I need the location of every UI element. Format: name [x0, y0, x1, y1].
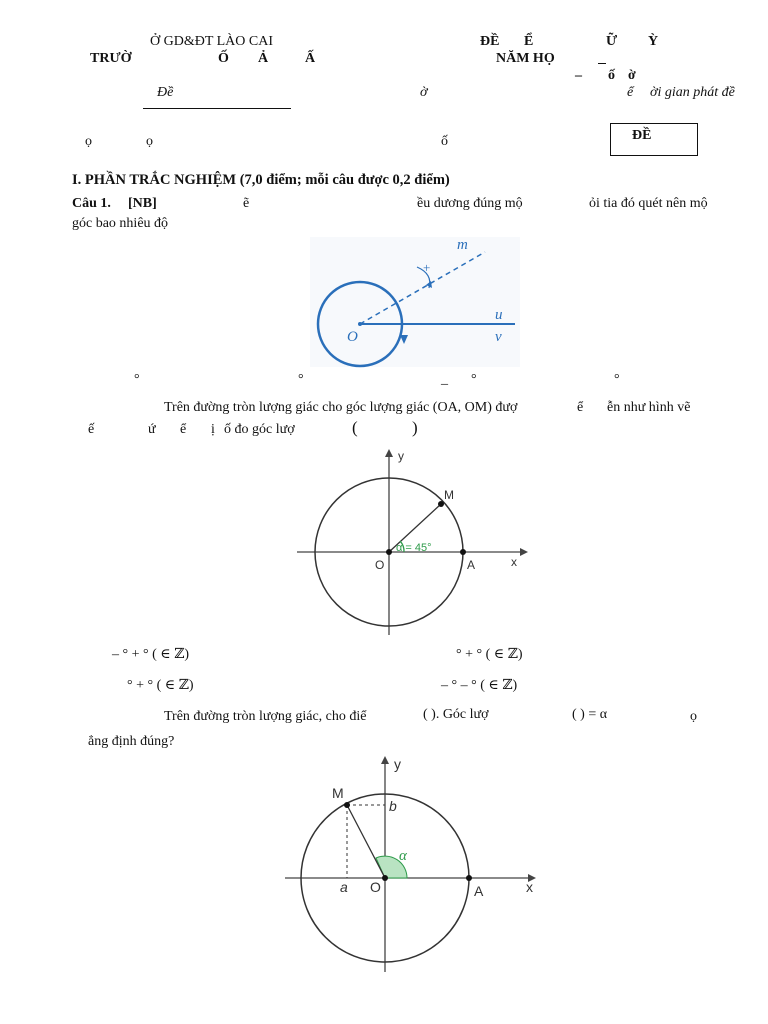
exam-title-part3: Ữ [606, 34, 618, 49]
header-divider [143, 108, 291, 109]
q3-label-x: x [526, 879, 533, 895]
q1-label-o: O [347, 329, 358, 345]
school-name-part3: Ả [258, 51, 269, 66]
q2-point-a [460, 549, 466, 555]
q2-option-b: ° + ° ( ∈ ℤ) [456, 647, 523, 662]
q3-label-b: b [389, 798, 397, 814]
school-name-part1: TRƯỜ [90, 51, 132, 66]
q2-text-a: Trên đường tròn lượng giác cho góc lượng giác (OA, OM) đượ [164, 400, 518, 415]
student-name-label: ọ [85, 134, 92, 149]
q1-tag: [NB] [128, 196, 157, 211]
q2-option-c: ° + ° ( ∈ ℤ) [127, 678, 194, 693]
q2-line2-c: ể [180, 422, 187, 437]
q3-label-m: M [332, 785, 344, 801]
q3-label-a-small: a [340, 879, 348, 895]
q3-label-a: A [474, 883, 484, 899]
q2-origin-dot [386, 549, 392, 555]
q1-figure-bg [310, 237, 520, 367]
exam-code-box [610, 123, 698, 156]
q2-y-arrow [385, 449, 393, 457]
student-number-label: ố [441, 134, 448, 149]
time-note-part2: ời gian phát đề [650, 85, 735, 100]
q1-origin-dot [358, 322, 362, 326]
time-note-part1: ể [627, 85, 634, 100]
q1-text-frag-a: ẽ [243, 196, 250, 211]
q2-x-arrow [520, 548, 528, 556]
subject-dash: – [575, 68, 582, 83]
q2-label-y: y [398, 449, 404, 463]
q2-line2-e: ố đo góc lượ [224, 422, 295, 437]
school-year: NĂM HỌ [496, 51, 555, 66]
q2-label-a: A [467, 558, 476, 572]
q1-label: Câu 1. [72, 196, 111, 211]
q2-unit-circle-figure [292, 445, 542, 640]
q2-label-x: x [511, 555, 517, 569]
q3-text-d: ọ [690, 709, 697, 724]
student-class-label: ọ [146, 134, 153, 149]
q3-ray-om [347, 805, 385, 878]
exam-title-part4: Ỳ [648, 34, 659, 49]
q2-label-o: O [375, 558, 385, 572]
q1-label-u: u [495, 307, 503, 323]
q1-option-b: ° [298, 372, 304, 387]
q1-text-frag-c: ỏi tia đó quét nên mộ [589, 196, 708, 211]
q2-line2-d: ị [211, 422, 215, 437]
q1-option-c-dash: _ [441, 372, 448, 387]
q3-text-c: ( ) = α [572, 707, 608, 722]
q2-line2-paren-close: ) [412, 418, 418, 437]
q2-line2-a: ế [88, 422, 95, 437]
q3-point-m [344, 802, 350, 808]
exam-title-part2: Ể [524, 34, 534, 49]
q2-option-a: – ° + ° ( ∈ ℤ) [112, 647, 189, 662]
subject-part1: ố [608, 68, 615, 83]
q3-label-o: O [370, 879, 381, 895]
q2-option-d: – ° – ° ( ∈ ℤ) [441, 678, 518, 693]
q1-text-frag-b: ều dương đúng mộ [417, 196, 523, 211]
q3-origin-dot [382, 875, 388, 881]
q2-text-b: ể [577, 400, 584, 415]
q3-text-b: ( ). Góc lượ [423, 707, 489, 722]
q3-text-a: Trên đường tròn lượng giác, cho điể [164, 709, 367, 724]
q1-rotation-figure [305, 232, 525, 372]
q1-label-plus: + [423, 260, 431, 275]
subject-part2: ờ [628, 68, 636, 83]
q2-text-c: ễn như hình vẽ [607, 400, 691, 415]
school-department: Ở GD&ĐT LÀO CAI [150, 34, 274, 49]
q2-line2-paren-open: ( [352, 418, 358, 437]
q3-y-arrow [381, 756, 389, 764]
q1-option-c: ° [471, 372, 477, 387]
q2-angle-label: α = 45° [396, 542, 432, 554]
q3-text-line2: ẳng định đúng? [88, 734, 175, 749]
q1-option-a: ° [134, 372, 140, 387]
school-name-part4: Ấ [305, 51, 316, 66]
q2-label-m: M [444, 488, 454, 502]
q3-label-y: y [394, 756, 401, 772]
time-note-mid: ờ [420, 85, 428, 100]
q3-label-alpha: α [399, 848, 407, 864]
q1-label-m: m [457, 237, 468, 253]
q2-line2-b: ứ [148, 422, 156, 437]
school-name-part2: Ố [218, 51, 229, 66]
q3-unit-circle-figure [282, 752, 542, 977]
year-underline [598, 63, 606, 64]
section-title: I. PHẦN TRẮC NGHIỆM (7,0 điểm; mỗi câu được 0,2 điểm) [72, 172, 450, 188]
exam-note: Đề [157, 85, 174, 100]
q3-point-a [466, 875, 472, 881]
exam-code-label: ĐỀ [632, 128, 652, 143]
exam-title-part1: ĐỀ [480, 34, 500, 49]
q1-text-line2: góc bao nhiêu độ [72, 216, 169, 231]
q1-option-d: ° [614, 372, 620, 387]
q1-label-v: v [495, 329, 502, 345]
